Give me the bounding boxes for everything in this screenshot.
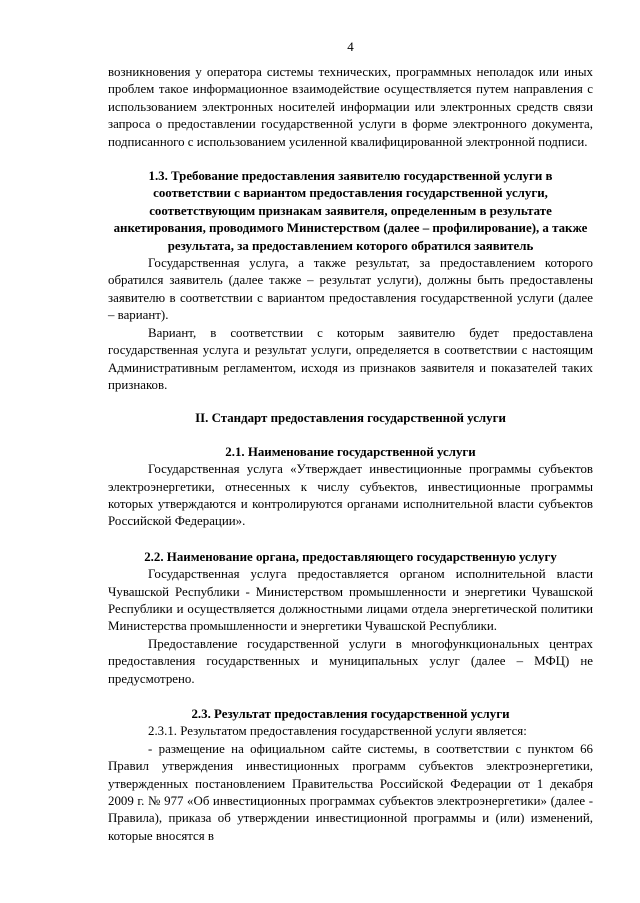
section-heading-2-3: 2.3. Результат предоставления государственной услуги bbox=[191, 707, 510, 721]
paragraph-result-item: - размещение на официальном сайте системы, в соответствии с пунктом 66 Правил утверждения инвестиционных программ субъектов электроэнергетики, утвержденных постановлением Правительства Российской Федерации от 1 декабря 2009 г. № 977 «Об инвестиционных программах субъектов электроэнергетики» (далее - Правила), приказа об утверждении инвестиционной программы и (или) изменений, которые вносятся в bbox=[108, 741, 593, 843]
paragraph-mfc: Предоставление государственной услуги в многофункциональных центрах предоставления государственных и муниципальных услуг (далее – МФЦ) не предусмотрено. bbox=[108, 636, 593, 686]
paragraph-providing-authority: Государственная услуга предоставляется органом исполнительной власти Чувашской Республики - Министерством промышленности и энергетики Чувашской Республики и осуществляется должностными лицами отдела энергетической политики Министерства промышленности и энергетики Чувашской Республики. bbox=[108, 567, 593, 634]
paragraph-service-name: Государственная услуга «Утверждает инвестиционные программы субъектов электроэнергетики, отнесенных к числу субъектов, инвестиционные программы которых утверждаются и контролируются органами исполнительной власти субъектов Российской Федерации». bbox=[108, 462, 593, 529]
page-number: 4 bbox=[347, 39, 354, 54]
paragraph-service-variant: Государственная услуга, а также результат, за предоставлением которого обратился заявитель (далее также – результат услуги), должны быть предоставлены заявителю в соответствии с вариантом предоставления государственной услуги (далее – вариант). bbox=[108, 256, 593, 323]
paragraph-result-intro: 2.3.1. Результатом предоставления государственной услуги является: bbox=[148, 724, 527, 739]
chapter-heading-ii: II. Стандарт предоставления государственной услуги bbox=[195, 411, 506, 426]
section-heading-2-2: 2.2. Наименование органа, предоставляющего государственную услугу bbox=[144, 549, 557, 564]
paragraph-variant-definition: Вариант, в соответствии с которым заявителю будет предоставлена государственная услуга и результат услуги, определяется в соответствии с настоящим Административным регламентом, исходя из признаков заявителя и показателей таких признаков. bbox=[108, 325, 593, 392]
section-heading-1-3: 1.3. Требование предоставления заявителю государственной услуги в соответствии с вариантом предоставления государственной услуги, соответствующим признакам заявителя, определенным в результате анкетирования, проводимого Министерством (далее – профилирование), а также результата, за предоставлением которого обратился заявитель bbox=[113, 169, 588, 253]
section-heading-2-1: 2.1. Наименование государственной услуги bbox=[225, 444, 476, 459]
paragraph-continuation: возникновения у оператора системы технических, программных неполадок или иных проблем такое информационное взаимодействие осуществляется путем направления с использованием электронных носителей информации или электронных средств связи запроса о предоставлении государственной услуги в форме электронного документа, подписанного с использованием усиленной квалифицированной электронной подписи. bbox=[108, 65, 593, 149]
